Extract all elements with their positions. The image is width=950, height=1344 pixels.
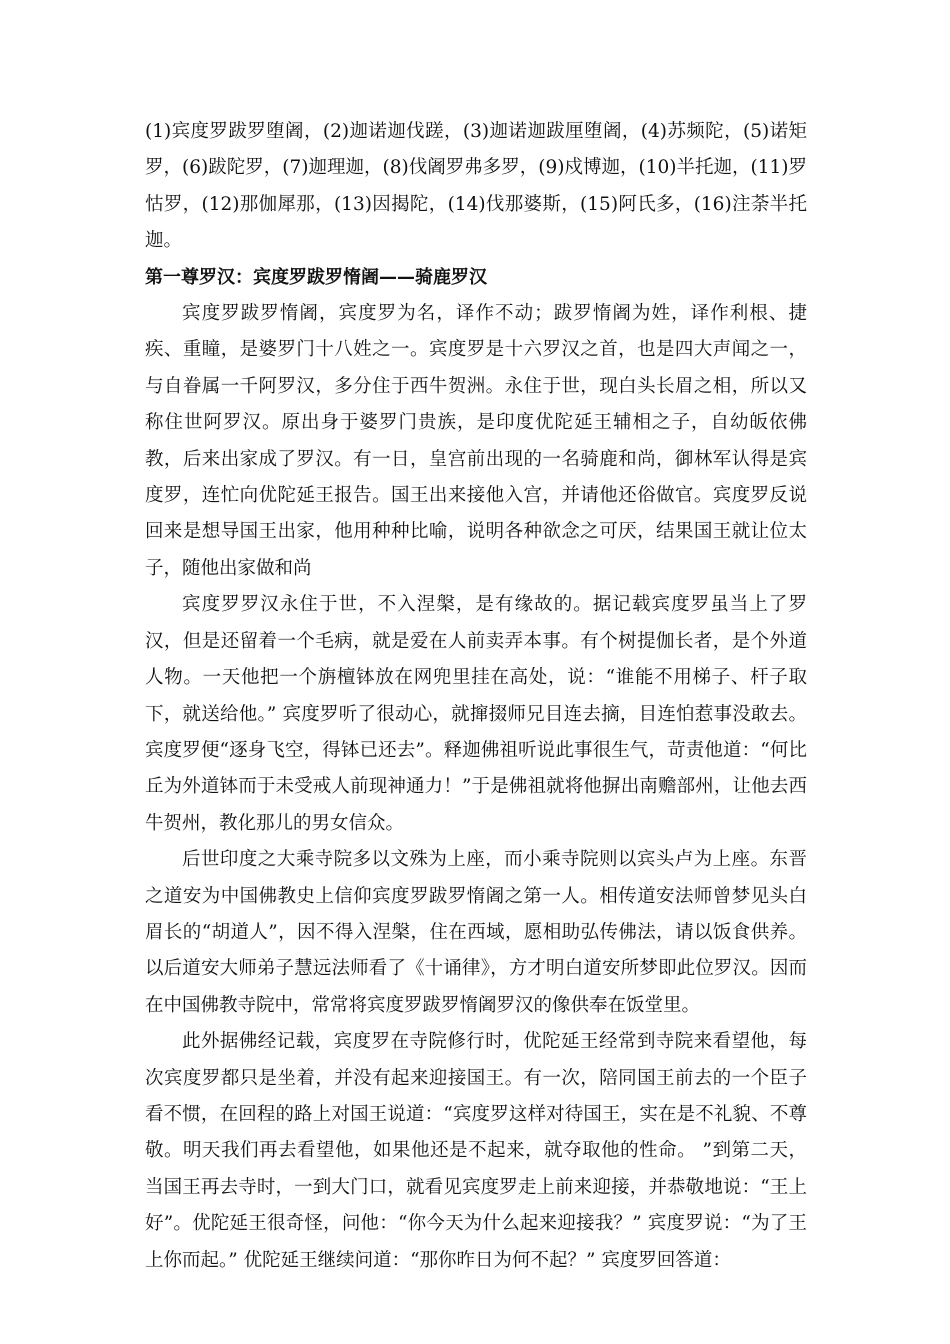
section-heading: 第一尊罗汉：宾度罗跋罗惰阇——骑鹿罗汉 <box>145 266 487 288</box>
arhat-list-paragraph: (1)宾度罗跋罗堕阇，(2)迦诺迦伐蹉，(3)迦诺迦跋厘堕阇，(4)苏频陀，(5)诺矩罗，(6)跋陀罗，(7)迦理迦，(8)伐阇罗弗多罗，(9)戍博迦，(10)半托迦，(11)罗怙罗，(12)那伽犀那，(13)因揭陀，(14)伐那婆斯，(15)阿氏多，(16)注荼半托迦。 <box>145 121 807 252</box>
body-paragraph: 后世印度之大乘寺院多以文殊为上座，而小乘寺院则以宾头卢为上座。东晋之道安为中国佛教史上信仰宾度罗跋罗惰阇之第一人。相传道安法师曾梦见头白眉长的“胡道人”，因不得入涅槃，住在西域，愿相助弘传佛法，请以饭食供养。以后道安大师弟子慧远法师看了《十诵律》，方才明白道安所梦即此位罗汉。因而在中国佛教寺院中，常常将宾度罗跋罗惰阇罗汉的像供奉在饭堂里。 <box>145 849 807 1016</box>
body-paragraph: 宾度罗跋罗惰阇，宾度罗为名，译作不动；跋罗惰阇为姓，译作利根、捷疾、重瞳，是婆罗门十八姓之一。宾度罗是十六罗汉之首，也是四大声闻之一，与自眷属一千阿罗汉，多分住于西牛贺洲。永住于世，现白头长眉之相，所以又称住世阿罗汉。原出身于婆罗门贵族，是印度优陀延王辅相之子，自幼皈依佛教，后来出家成了罗汉。有一日，皇宫前出现的一名骑鹿和尚，御林军认得是宾度罗，连忙向优陀延王报告。国王出来接他入宫，并请他还俗做官。宾度罗反说回来是想导国王出家，他用种种比喻，说明各种欲念之可厌，结果国王就让位太子，随他出家做和尚 <box>145 303 807 579</box>
document-page <box>145 114 807 1279</box>
body-paragraph: 宾度罗罗汉永住于世，不入涅槃，是有缘故的。据记载宾度罗虽当上了罗汉，但是还留着一个毛病，就是爱在人前卖弄本事。有个树提伽长者，是个外道人物。一天他把一个旃檀钵放在网兜里挂在高处，说：“谁能不用梯子、杆子取下，就送给他。” 宾度罗听了很动心，就撺掇师兄目连去摘，目连怕惹事没敢去。宾度罗便“逐身飞空，得钵已还去”。释迦佛祖听说此事很生气，苛责他道：“何比丘为外道钵而于未受戒人前现神通力！”于是佛祖就将他摒出南赡部州，让他去西牛贺州，教化那儿的男女信众。 <box>145 594 807 834</box>
body-paragraph: 此外据佛经记载，宾度罗在寺院修行时，优陀延王经常到寺院来看望他，每次宾度罗都只是坐着，并没有起来迎接国王。有一次，陪同国王前去的一个臣子看不惯，在回程的路上对国王说道：“宾度罗这样对待国王，实在是不礼貌、不尊敬。明天我们再去看望他，如果他还是不起来，就夺取他的性命。 ”到第二天，当国王再去寺时，一到大门口，就看见宾度罗走上前来迎接，并恭敬地说：“王上好”。优陀延王很奇怪，问他：“你今天为什么起来迎接我？” 宾度罗说：“为了王上你而起。” 优陀延王继续问道：“那你昨日为何不起？” 宾度罗回答道： <box>145 1031 807 1271</box>
